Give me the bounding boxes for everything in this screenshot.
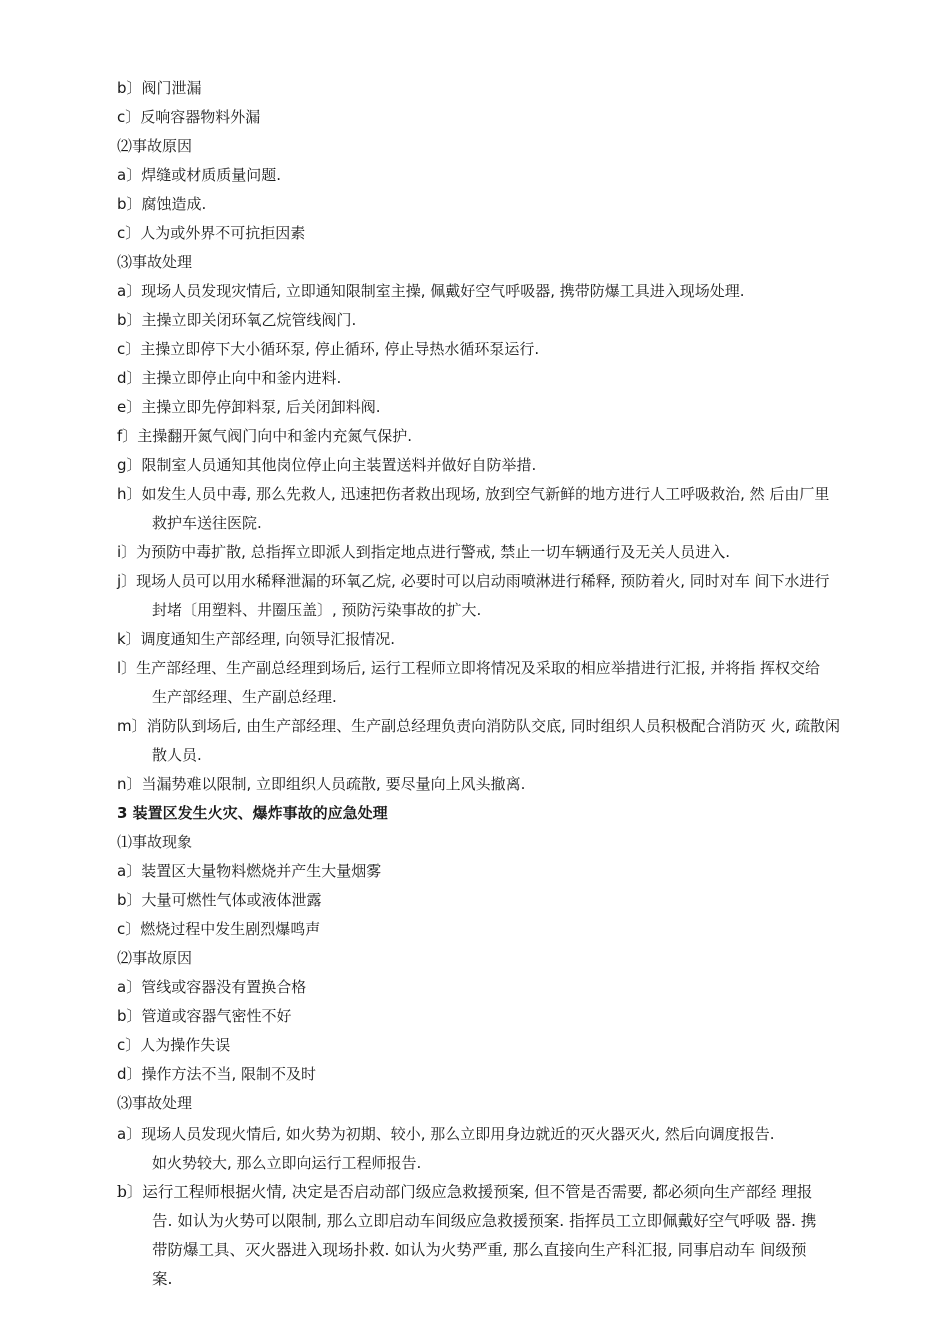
text-line-continuation: 封堵〔用塑料、井圈压盖〕, 预防污染事故的扩大.: [152, 601, 482, 619]
text-line: b〕运行工程师根据火情, 决定是否启动部门级应急救援预案, 但不管是否需要, 都必须向生产部经 理报: [117, 1183, 813, 1201]
text-line: g〕限制室人员通知其他岗位停止向主装置送料并做好自防举措.: [117, 456, 537, 474]
text-line-continuation: 案.: [152, 1270, 173, 1288]
text-line: c〕人为或外界不可抗拒因素: [117, 224, 306, 242]
text-line-continuation: 带防爆工具、灭火器进入现场扑救. 如认为火势严重, 那么直接向生产科汇报, 同事启动车 间级预: [152, 1241, 807, 1259]
text-line: a〕现场人员发现灾情后, 立即通知限制室主操, 佩戴好空气呼吸器, 携带防爆工具进入现场处理.: [117, 282, 745, 300]
section-heading: ⑵事故原因: [117, 949, 193, 967]
section-heading: ⑶事故处理: [117, 253, 193, 271]
text-line: c〕人为操作失误: [117, 1036, 231, 1054]
text-line: d〕主操立即停止向中和釜内进料.: [117, 369, 342, 387]
text-line: f〕主操翻开氮气阀门向中和釜内充氮气保护.: [117, 427, 413, 445]
text-line: b〕大量可燃性气体或液体泄露: [117, 891, 322, 909]
text-line: l〕生产部经理、生产副总经理到场后, 运行工程师立即将情况及采取的相应举措进行汇报, 并将指 挥权交给: [117, 659, 821, 677]
text-line: c〕主操立即停下大小循环泵, 停止循环, 停止导热水循环泵运行.: [117, 340, 540, 358]
text-line: b〕管道或容器气密性不好: [117, 1007, 292, 1025]
text-line: j〕现场人员可以用水稀释泄漏的环氧乙烷, 必要时可以启动雨喷淋进行稀释, 预防着火, 同时对车 间下水进行: [117, 572, 830, 590]
text-line-continuation: 如火势较大, 那么立即向运行工程师报告.: [152, 1154, 422, 1172]
chapter-heading: 3 装置区发生火灾、爆炸事故的应急处理: [117, 804, 388, 822]
text-line: i〕为预防中毒扩散, 总指挥立即派人到指定地点进行警戒, 禁止一切车辆通行及无关人员进入.: [117, 543, 731, 561]
text-line: n〕当漏势难以限制, 立即组织人员疏散, 要尽量向上风头撤离.: [117, 775, 526, 793]
text-line: h〕如发生人员中毒, 那么先救人, 迅速把伤者救出现场, 放到空气新鲜的地方进行人工呼吸救治, 然 后由厂里: [117, 485, 830, 503]
text-line: k〕调度通知生产部经理, 向领导汇报情况.: [117, 630, 395, 648]
text-line-continuation: 救护车送往医院.: [152, 514, 262, 532]
text-line: a〕现场人员发现火情后, 如火势为初期、较小, 那么立即用身边就近的灭火器灭火, 然后向调度报告.: [117, 1125, 775, 1143]
text-line: e〕主操立即先停卸料泵, 后关闭卸料阀.: [117, 398, 381, 416]
text-line-continuation: 散人员.: [152, 746, 202, 764]
text-line-continuation: 告. 如认为火势可以限制, 那么立即启动车间级应急救援预案. 指挥员工立即佩戴好空气呼吸 器. 携: [152, 1212, 817, 1230]
text-line: a〕管线或容器没有置换合格: [117, 978, 307, 996]
text-line: a〕装置区大量物料燃烧并产生大量烟雾: [117, 862, 382, 880]
section-heading: ⑴事故现象: [117, 833, 193, 851]
text-line: m〕消防队到场后, 由生产部经理、生产副总经理负责向消防队交底, 同时组织人员积极配合消防灭 火, 疏散闲: [117, 717, 840, 735]
text-line: c〕燃烧过程中发生剧烈爆鸣声: [117, 920, 321, 938]
text-line: b〕主操立即关闭环氧乙烷管线阀门.: [117, 311, 357, 329]
text-line: c〕反响容器物料外漏: [117, 108, 261, 126]
text-line: d〕操作方法不当, 限制不及时: [117, 1065, 317, 1083]
section-heading: ⑶事故处理: [117, 1094, 193, 1112]
section-heading: ⑵事故原因: [117, 137, 193, 155]
text-line: a〕焊缝或材质质量问题.: [117, 166, 281, 184]
text-line-continuation: 生产部经理、生产副总经理.: [152, 688, 337, 706]
text-line: b〕腐蚀造成.: [117, 195, 207, 213]
text-line: b〕阀门泄漏: [117, 79, 202, 97]
